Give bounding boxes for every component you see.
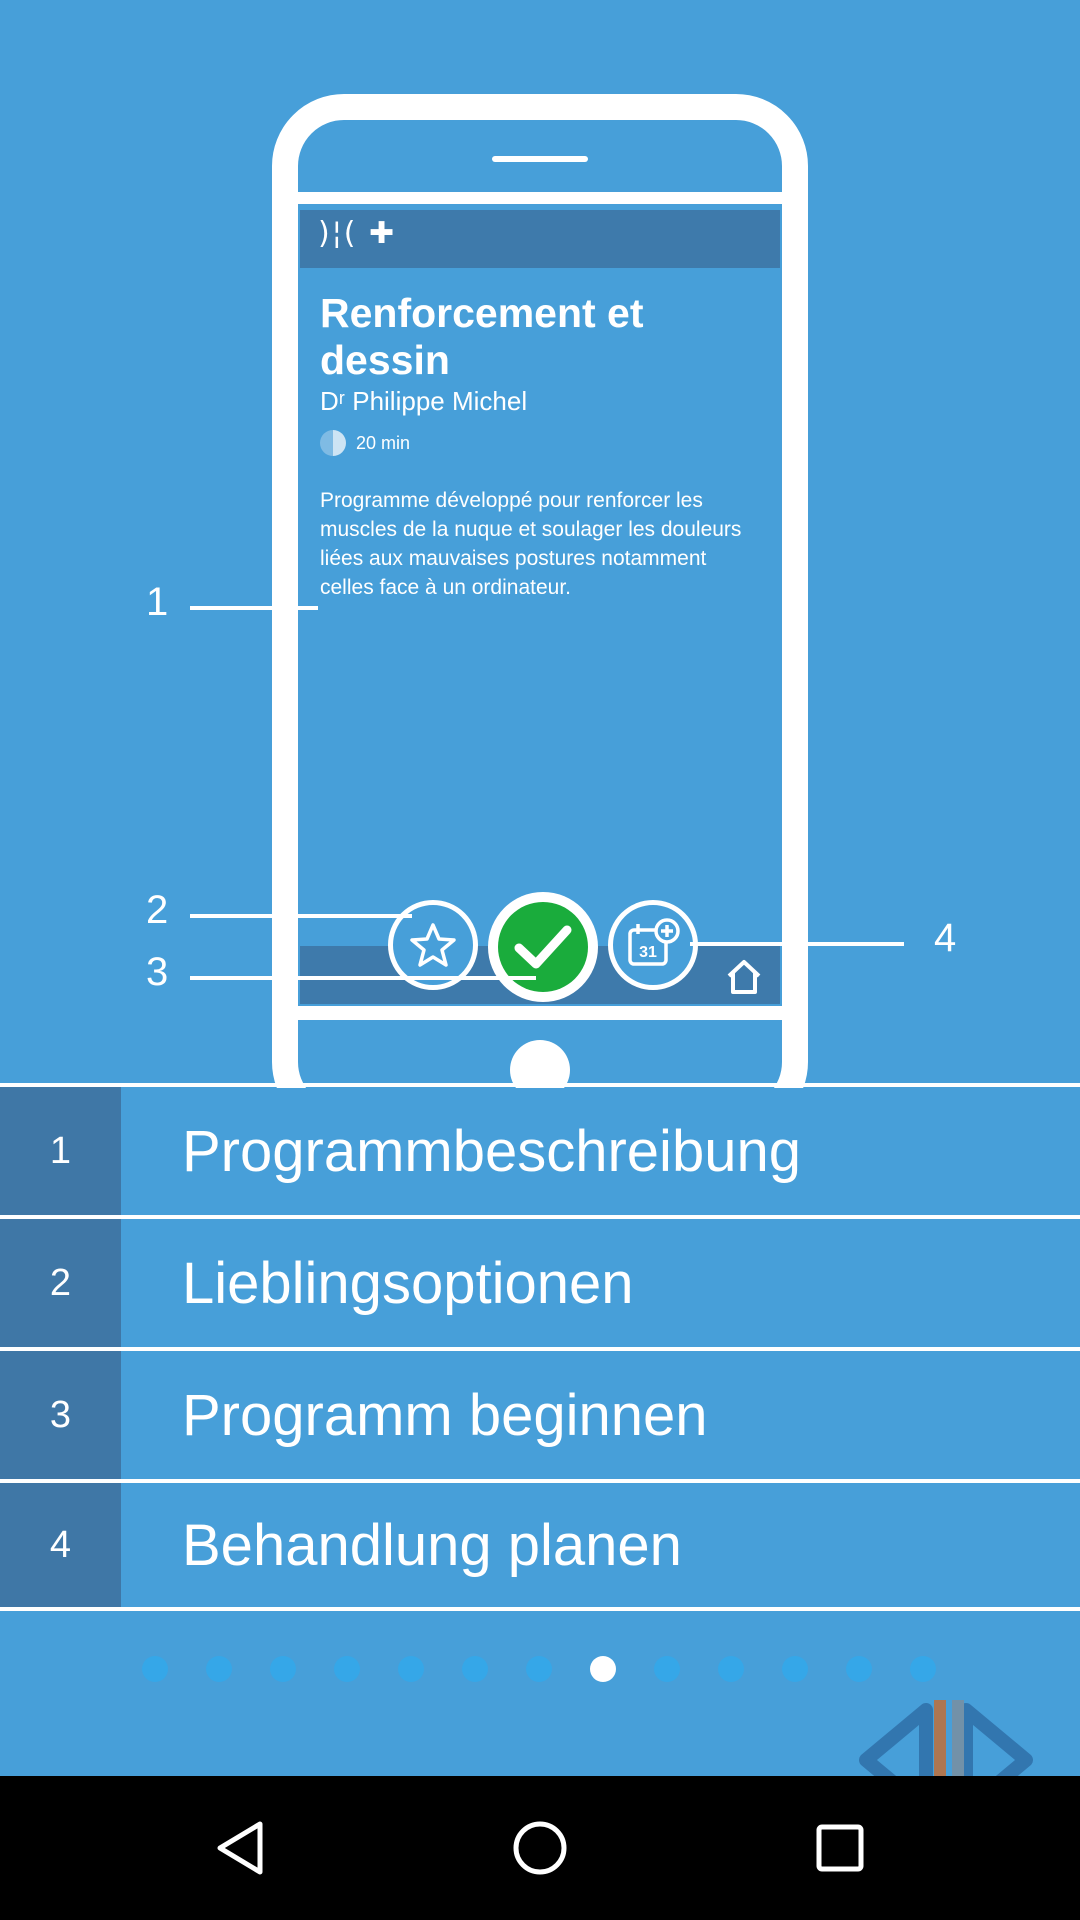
page-dot[interactable]	[526, 1656, 552, 1682]
legend-label: Programm beginnen	[182, 1382, 708, 1448]
calendar-add-icon	[622, 914, 684, 976]
legend-row	[0, 1479, 1080, 1611]
page-dot[interactable]	[334, 1656, 360, 1682]
legend-number: 4	[0, 1483, 121, 1607]
callout-number-2: 2	[146, 888, 169, 932]
duration-label: 20 min	[356, 432, 411, 453]
page-dot[interactable]	[846, 1656, 872, 1682]
callout-line-3	[190, 976, 536, 980]
app-logo: )¦( ✚	[318, 216, 397, 251]
page-dot[interactable]	[462, 1656, 488, 1682]
page-dot[interactable]	[398, 1656, 424, 1682]
legend-row	[0, 1347, 1080, 1479]
page-dot[interactable]	[910, 1656, 936, 1682]
checkmark-icon	[513, 922, 573, 972]
program-description: Programme développé pour renforcer les muscles de la nuque et soulager les douleurs liées aux mauvaises postures notamment celles face à un ordinateur.	[320, 489, 742, 599]
phone-screen-bottom-edge	[298, 1006, 782, 1020]
house-icon	[724, 956, 764, 996]
phone-screen-top-edge	[298, 192, 782, 204]
legend-number: 3	[0, 1351, 121, 1479]
program-author: Dʳ Philippe Michel	[320, 386, 528, 416]
legend-label: Lieblingsoptionen	[182, 1250, 634, 1316]
page-indicator[interactable]	[142, 1656, 936, 1682]
callout-line-1	[190, 606, 318, 610]
callout-line-4	[690, 942, 904, 946]
recents-icon	[810, 1818, 870, 1878]
start-program-button	[488, 892, 598, 1002]
callout-line-2	[190, 914, 412, 918]
page-dot[interactable]	[142, 1656, 168, 1682]
page-dot[interactable]	[206, 1656, 232, 1682]
program-duration	[320, 430, 410, 456]
page-dot[interactable]	[782, 1656, 808, 1682]
star-icon	[408, 920, 458, 970]
callout-number-4: 4	[934, 916, 957, 960]
program-title: Renforcement et dessin	[320, 290, 644, 383]
calendar-day: 31	[639, 944, 657, 961]
page-dot-active[interactable]	[590, 1656, 616, 1682]
back-icon	[210, 1818, 270, 1878]
back-button[interactable]	[204, 1812, 276, 1884]
legend-number: 2	[0, 1219, 121, 1347]
callout-number-3: 3	[146, 950, 169, 994]
legend-row	[0, 1215, 1080, 1347]
timer-pie-icon	[320, 430, 346, 456]
legend-list	[0, 1083, 1080, 1611]
legend-row	[0, 1083, 1080, 1215]
schedule-button	[608, 900, 698, 990]
legend-number: 1	[0, 1087, 121, 1215]
legend-label: Behandlung planen	[182, 1512, 682, 1578]
home-icon	[510, 1818, 570, 1878]
page-dot[interactable]	[654, 1656, 680, 1682]
home-button[interactable]	[504, 1812, 576, 1884]
page-dot[interactable]	[718, 1656, 744, 1682]
recents-button[interactable]	[804, 1812, 876, 1884]
phone-speaker	[492, 156, 588, 162]
system-navigation-bar	[0, 1776, 1080, 1920]
legend-label: Programmbeschreibung	[182, 1118, 801, 1184]
callout-number-1: 1	[146, 580, 169, 624]
page-dot[interactable]	[270, 1656, 296, 1682]
